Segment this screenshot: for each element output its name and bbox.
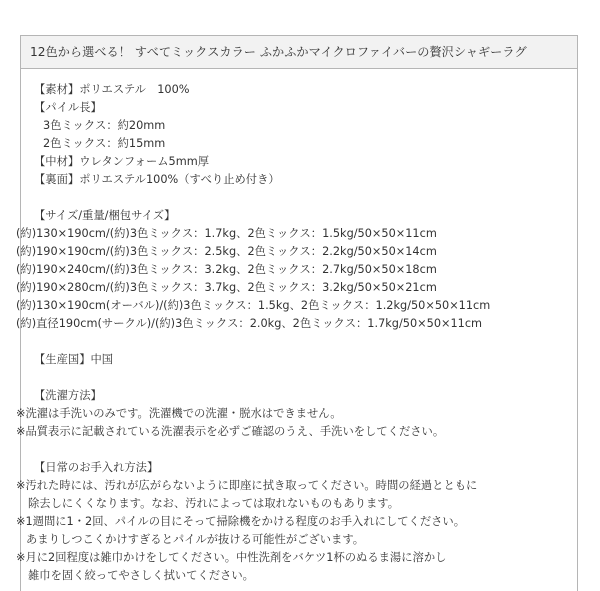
- product-title: 12色から選べる！ すべてミックスカラー ふかふかマイクロファイバーの贅沢シャギーラグ: [21, 36, 577, 69]
- washing-note: ※洗濯は手洗いのみです。洗濯機での洗濯・脱水はできません。: [16, 407, 342, 420]
- size-row: (約)130×190cm/(約)3色ミックス：1.7kg、2色ミックス：1.5kg/50×50×11cm: [16, 227, 437, 240]
- origin: 【生産国】中国: [34, 353, 114, 366]
- care-heading: 【日常のお手入れ方法】: [34, 461, 159, 474]
- size-heading: 【サイズ/重量/梱包サイズ】: [34, 209, 176, 222]
- care-note: ※汚れた時には、汚れが広がらないように即座に拭き取ってください。時間の経過とともに: [16, 479, 478, 492]
- care-note: ※月に2回程度は雑巾かけをしてください。中性洗剤をバケツ1杯のぬるま湯に溶かし: [16, 551, 447, 564]
- washing-heading: 【洗濯方法】: [34, 389, 102, 402]
- washing-note: ※品質表示に記載されている洗濯表示を必ずご確認のうえ、手洗いをしてください。: [16, 425, 445, 438]
- spec-pile-heading: 【パイル長】: [34, 101, 102, 114]
- spec-material: 【素材】ポリエステル 100%: [34, 83, 190, 96]
- care-note-continued: 除去しにくくなります。なお、汚れによっては取れないものもあります。: [28, 497, 399, 510]
- spec-core: 【中材】ウレタンフォーム5mm厚: [34, 155, 210, 168]
- size-row: (約)130×190cm(オーバル)/(約)3色ミックス：1.5kg、2色ミックス：1.2kg/50×50×11cm: [16, 299, 491, 312]
- size-row: (約)190×190cm/(約)3色ミックス：2.5kg、2色ミックス：2.2kg/50×50×14cm: [16, 245, 437, 258]
- care-note-continued: 雑巾を固く絞ってやさしく拭いてください。: [28, 569, 254, 582]
- spec-pile-3color: 3色ミックス：約20mm: [43, 119, 166, 132]
- spec-back: 【裏面】ポリエステル100%（すべり止め付き）: [34, 173, 280, 186]
- product-spec-body: [16, 81, 577, 585]
- product-detail-panel: [16, 35, 578, 591]
- care-note-continued: あまりしつこくかけすぎるとパイルが抜ける可能性がございます。: [26, 533, 365, 546]
- size-row: (約)190×240cm/(約)3色ミックス：3.2kg、2色ミックス：2.7kg/50×50×18cm: [16, 263, 437, 276]
- care-note: ※1週間に1・2回、パイルの目にそって掃除機をかける程度のお手入れにしてください。: [16, 515, 466, 528]
- spec-pile-2color: 2色ミックス：約15mm: [43, 137, 166, 150]
- size-row: (約)直径190cm(サークル)/(約)3色ミックス：2.0kg、2色ミックス：1.7kg/50×50×11cm: [16, 317, 483, 330]
- size-row: (約)190×280cm/(約)3色ミックス：3.7kg、2色ミックス：3.2kg/50×50×21cm: [16, 281, 437, 294]
